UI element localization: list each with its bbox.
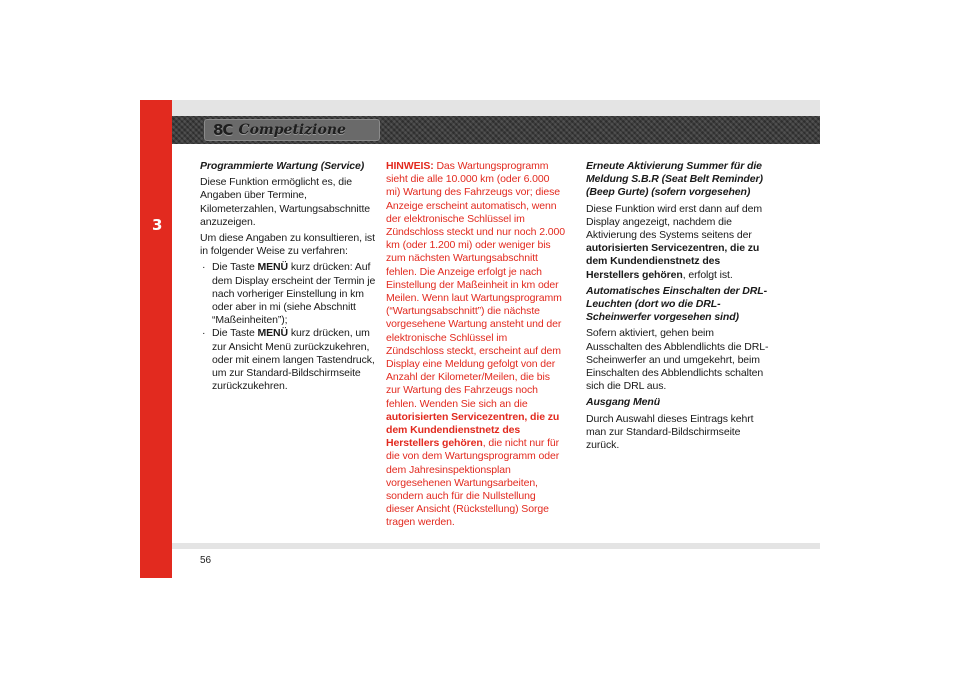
column-middle-note — [386, 160, 566, 533]
paragraph: Sofern aktiviert, gehen beim Ausschalten des Abblendlichts die DRL-Scheinwerfer an und umgekehrt, beim Einschalten des Abblendlichts schalten sich die DRL aus. — [586, 327, 769, 393]
note-paragraph: HINWEIS: Das Wartungsprogramm sieht die alle 10.000 km (oder 6.000 mi) Wartung des Fahrzeugs vor; diese Anzeige erscheint automatisch, wenn der elektronische Schlüssel im Zündschloss steckt und nur noch 2.000 km (oder 1.200 mi) oder weniger bis zum nächsten Wartungsabschnitt fehlen. Die Anzeige erfolgt je nach Einstellung der Maßeinheit in km oder Meilen. Wenn laut Wartungsprogramm (“Wartungsabschnitt”) die nächste vorgesehene Wartung ansteht und der elektronische Schlüssel im Zündschloss steckt, erscheint auf dem Display eine Meldung gefolgt von der Anzahl der Kilometer/Meilen, die bis zur Wartung des Fahrzeugs noch fehlen. Wenden Sie sich an die autorisierten Servicezentren, die zu dem Kundendienstnetz des Herstellers gehören, die nicht nur für die von dem Wartungsprogramm oder dem Jahresinspektionsplan vorgesehenen Wartungsarbeiten, sondern auch für die Nullstellung dieser Ansicht (Rückstellung) Sorge tragen werden. — [386, 160, 565, 529]
page-header-banner — [172, 116, 820, 144]
column-right — [586, 160, 770, 455]
section-heading-service: Programmierte Wartung (Service) — [200, 160, 365, 172]
paragraph: Diese Funktion wird erst dann auf dem Display angezeigt, nachdem die Aktivierung des Systems seitens der autorisierten Servicezentren, die zu dem Kundendienstnetz des Herstellers gehören, erfolgt ist. — [586, 202, 763, 281]
page-number: 56 — [200, 555, 212, 566]
section-heading-sbr: Erneute Aktivierung Summer für die Meldung S.B.R (Seat Belt Reminder) (Beep Gurte) (sofern vorgesehen) — [586, 160, 763, 199]
note-label: HINWEIS: — [386, 160, 434, 172]
section-heading-exit-menu: Ausgang Menü — [586, 396, 661, 409]
list-item: · Die Taste MENÜ kurz drücken: Auf dem Display erscheint der Termin je nach vorheriger Einstellung in km oder aber in mi (siehe Abschnitt “Maßeinheiten”); — [200, 261, 376, 327]
paragraph: Durch Auswahl dieses Eintrags kehrt man zur Standard-Bildschirmseite zurück. — [586, 412, 754, 452]
note-bold: autorisierten Servicezentren, die zu dem Kundendienstnetz des Herstellers gehören — [386, 410, 560, 450]
list-item: · Die Taste MENÜ kurz drücken, um zur Ansicht Menü zurückzukehren, oder mit einem langen Tastendruck, um zur Standard-Bildschirmseite zurückzukehren. — [200, 327, 376, 393]
paragraph: Um diese Angaben zu konsultieren, ist in folgender Weise zu verfahren: — [200, 232, 375, 258]
paragraph: Diese Funktion ermöglicht es, die Angaben über Termine, Kilometerzahlen, Wartungsabschnitte anzuzeigen. — [200, 176, 371, 228]
logo-text: Competizione — [238, 122, 346, 138]
logo-mark: 8C — [213, 121, 233, 139]
brand-logo — [204, 119, 380, 141]
column-left — [200, 160, 376, 393]
instruction-list — [200, 261, 376, 393]
top-strip — [172, 100, 820, 116]
chapter-number: 3 — [152, 216, 163, 234]
key-label: MENÜ — [257, 327, 289, 340]
section-heading-drl: Automatisches Einschalten der DRL-Leuchten (dort wo die DRL-Scheinwerfer vorgesehen sind) — [586, 284, 767, 324]
key-label: MENÜ — [257, 261, 289, 274]
chapter-sidebar — [140, 100, 172, 578]
bottom-strip — [172, 543, 820, 549]
